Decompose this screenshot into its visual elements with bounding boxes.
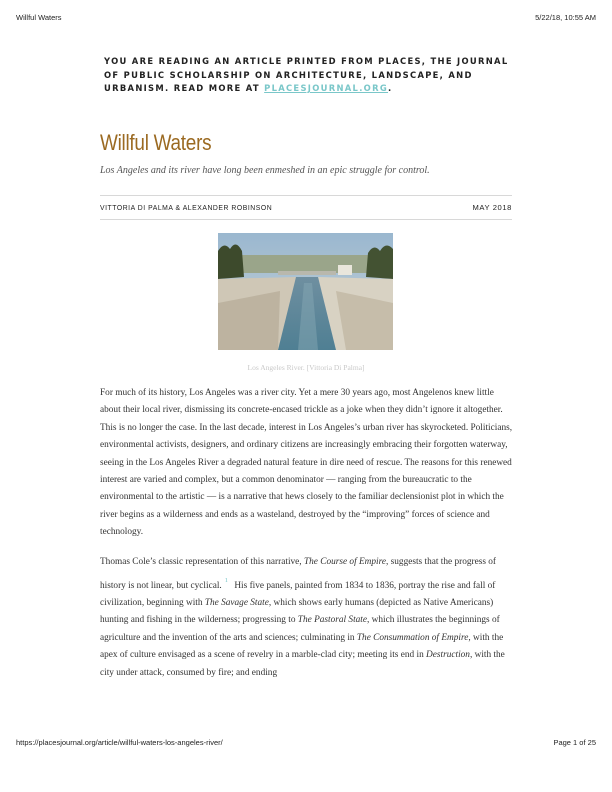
footnote-1-link[interactable]: 1 (224, 576, 228, 584)
byline-bottom-divider (100, 219, 512, 220)
text-run: , with the apex of culture envisaged as a scene of revelry in a marble-clad city; meeting its end in (100, 632, 504, 661)
byline-top-divider (100, 195, 512, 196)
text-run: , which shows early humans (depicted as Native Americans) hunting and fishing in the wilderness; progressing to (100, 597, 494, 626)
text-run: Thomas Cole’s classic representation of this narrative, (100, 557, 304, 568)
article-body (100, 385, 514, 695)
text-run: , with the city under attack, consumed by fire; and ending (100, 650, 505, 678)
notice-suffix: . (388, 83, 393, 93)
article-title: Willful Waters (100, 130, 212, 155)
article-image-los-angeles-river[interactable] (218, 233, 393, 350)
text-run: , suggests that the progress of history is not linear, but cyclical. (100, 557, 497, 591)
artwork-title-pastoral-state: The Pastoral State (297, 615, 368, 626)
page-number: Page 1 of 25 (553, 738, 596, 747)
print-header-datetime: 5/22/18, 10:55 AM (535, 13, 596, 22)
print-header (16, 13, 596, 25)
print-header-title: Willful Waters (16, 13, 62, 22)
artwork-title-destruction: Destruction (426, 650, 470, 661)
byline (100, 203, 512, 215)
print-footer (16, 738, 596, 750)
notice-text: YOU ARE READING AN ARTICLE PRINTED FROM PLACES, THE JOURNAL OF PUBLIC SCHOLARSHIP ON ARCHITECTURE, LANDSCAPE, AND URBANISM. READ MORE AT (104, 56, 509, 93)
artwork-title-savage-state: The Savage State (204, 597, 269, 608)
article-date: MAY 2018 (472, 203, 512, 212)
paragraph-1: For much of its history, Los Angeles was a river city. Yet a mere 30 years ago, most Angelenos knew little about their local river, dismissing its concrete-encased trickle as a joke when they didn’t ignore it altogether. This is no longer the case. In the last decade, interest in Los Angeles’s urban river has skyrocketed. Politicians, environmental activists, designers, and ordinary citizens are increasingly embracing their forgotten waterway, seeing in the Los Angeles River a degraded natural feature in dire need of rescue. The reasons for this renewed interest are varied and complex, but a common denominator — ranging from the bureaucratic to the environmental to the artistic — is a narrative that hews closely to the familiar declensionist plot in which the river begins as a wilderness and ends as a wasteland, destroyed by the “improving” forces of science and technology. (100, 388, 513, 538)
placesjournal-link[interactable]: PLACESJOURNAL.ORG (264, 83, 389, 93)
page-url: https://placesjournal.org/article/willful-waters-los-angeles-river/ (16, 738, 223, 747)
text-run: , which illustrates the beginnings of agriculture and the invention of the arts and sciences; culminating in (100, 615, 500, 643)
image-caption: Los Angeles River. [Vittoria Di Palma] (247, 363, 365, 372)
paragraph-2 (100, 554, 514, 682)
article-subtitle: Los Angeles and its river have long been enmeshed in an epic struggle for control. (100, 165, 430, 176)
text-run: His five panels, painted from 1834 to 1836, portray the rise and fall of civilization, beginning with (100, 580, 496, 608)
river-photo-illustration (218, 233, 393, 350)
artwork-title-course-of-empire: The Course of Empire (303, 557, 387, 568)
artwork-title-consummation-of-empire: The Consummation of Empire (356, 632, 469, 643)
places-notice (104, 55, 514, 96)
article-authors[interactable]: VITTORIA DI PALMA & ALEXANDER ROBINSON (100, 203, 273, 212)
